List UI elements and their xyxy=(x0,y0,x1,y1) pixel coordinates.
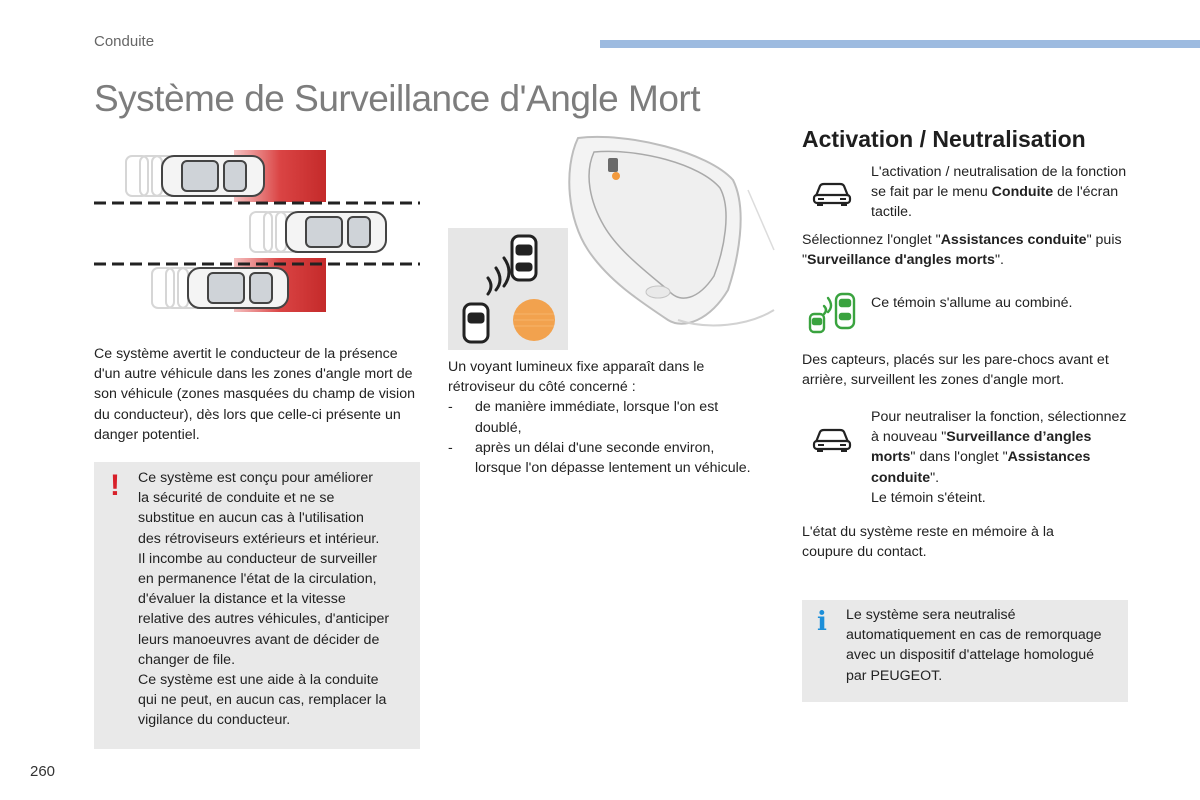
car-top xyxy=(162,156,264,196)
tab-name: Assistances conduite xyxy=(940,232,1087,248)
section-accent-bar xyxy=(600,40,1200,48)
warning-line: vigilance du conducteur. xyxy=(138,712,291,729)
blind-spot-witness-icon xyxy=(806,288,858,334)
warning-line: qui ne peut, en aucun cas, remplacer la xyxy=(138,692,387,709)
select-tab-paragraph xyxy=(802,230,1132,270)
activation-paragraph xyxy=(871,162,1133,223)
mirror-base xyxy=(646,286,670,298)
list-item: - après un délai d'une seconde environ, lorsque l'on dépasse lentement un véhicule. xyxy=(448,438,758,478)
warning-line: Il incombe au conducteur de surveiller xyxy=(138,550,377,567)
neutralise-text: ". xyxy=(930,469,940,486)
info-icon: i xyxy=(817,607,827,637)
mirror-indicator-icon xyxy=(608,158,618,172)
intro-paragraph: Ce système avertit le conducteur de la présence d'un autre véhicule dans les zones d'angle mort de son véhicule (zones masquées du champ de vision du conducteur), dès lors que celle-ci présente un danger potentiel. xyxy=(94,346,415,443)
select-text: " puis " xyxy=(802,232,1122,269)
warning-line: Ce système est conçu pour améliorer xyxy=(138,470,373,486)
list-item: - de manière immédiate, lorsque l'on est doublé, xyxy=(448,397,758,437)
indicator-intro: Un voyant lumineux fixe apparaît dans le rétroviseur du côté concerné : xyxy=(448,359,705,396)
witness-off-text: Le témoin s'éteint. xyxy=(871,489,986,506)
car-menu-icon xyxy=(810,178,854,208)
select-text: ". xyxy=(994,252,1004,269)
warning-line: des rétroviseurs extérieurs et intérieur. xyxy=(138,530,380,547)
detail-car-bottom xyxy=(464,304,488,342)
function-name: Surveillance d’angles morts xyxy=(871,429,1092,466)
warning-line: d'évaluer la distance et la vitesse xyxy=(138,591,346,608)
warning-icon: ! xyxy=(110,469,120,502)
warning-line: Ce système est une aide à la conduite xyxy=(138,672,379,689)
mirror-indicator-light xyxy=(612,172,620,180)
warning-line: substitue en aucun cas à l'utilisation xyxy=(138,510,364,527)
neutralise-text: " dans l'onglet " xyxy=(910,449,1008,466)
warning-line: la sécurité de conduite et ne se xyxy=(138,490,335,507)
info-text: Le système sera neutralisé automatiquement en cas de remorquage avec un dispositif d'attelage homologué par PEUGEOT. xyxy=(846,607,1102,684)
detail-car-top xyxy=(512,236,536,280)
warning-text xyxy=(138,468,420,731)
indicator-conditions-list xyxy=(448,397,758,478)
car-bottom xyxy=(188,268,288,308)
function-name: Surveillance d'angles morts xyxy=(807,252,995,269)
tab-name: Assistances conduite xyxy=(871,449,1091,486)
page-title: Système de Surveillance d'Angle Mort xyxy=(94,78,701,119)
blind-spot-diagram xyxy=(94,140,420,320)
sensors-paragraph: Des capteurs, placés sur les pare-chocs avant et arrière, surveillent les zones d'angle mort. xyxy=(802,352,1109,389)
menu-name: Conduite xyxy=(991,184,1054,201)
mirror-illustration xyxy=(448,130,778,352)
warning-line: leurs manoeuvres avant de décider de xyxy=(138,631,380,648)
memory-paragraph: L'état du système reste en mémoire à la coupure du contact. xyxy=(802,524,1054,561)
page-number: 260 xyxy=(30,763,56,780)
activation-heading: Activation / Neutralisation xyxy=(802,126,1086,152)
neutralise-paragraph xyxy=(871,407,1133,508)
neutralise-text: Pour neutraliser la fonction, sélectionnez à nouveau " xyxy=(871,409,1127,446)
warning-line: en permanence l'état de la circulation, xyxy=(138,571,377,588)
activation-text-end: de l'écran tactile. xyxy=(871,184,1119,221)
section-label: Conduite xyxy=(94,33,155,50)
warning-line: changer de file. xyxy=(138,651,236,668)
car-own xyxy=(286,212,386,252)
warning-line: relative des autres véhicules, d'anticiper xyxy=(138,611,390,628)
activation-text: L'activation / neutralisation de la fonction se fait par le menu xyxy=(871,164,1127,201)
indicator-description xyxy=(448,357,758,478)
witness-paragraph: Ce témoin s'allume au combiné. xyxy=(871,295,1073,311)
car-menu-icon xyxy=(810,424,854,454)
select-text: Sélectionnez l'onglet " xyxy=(802,232,941,248)
